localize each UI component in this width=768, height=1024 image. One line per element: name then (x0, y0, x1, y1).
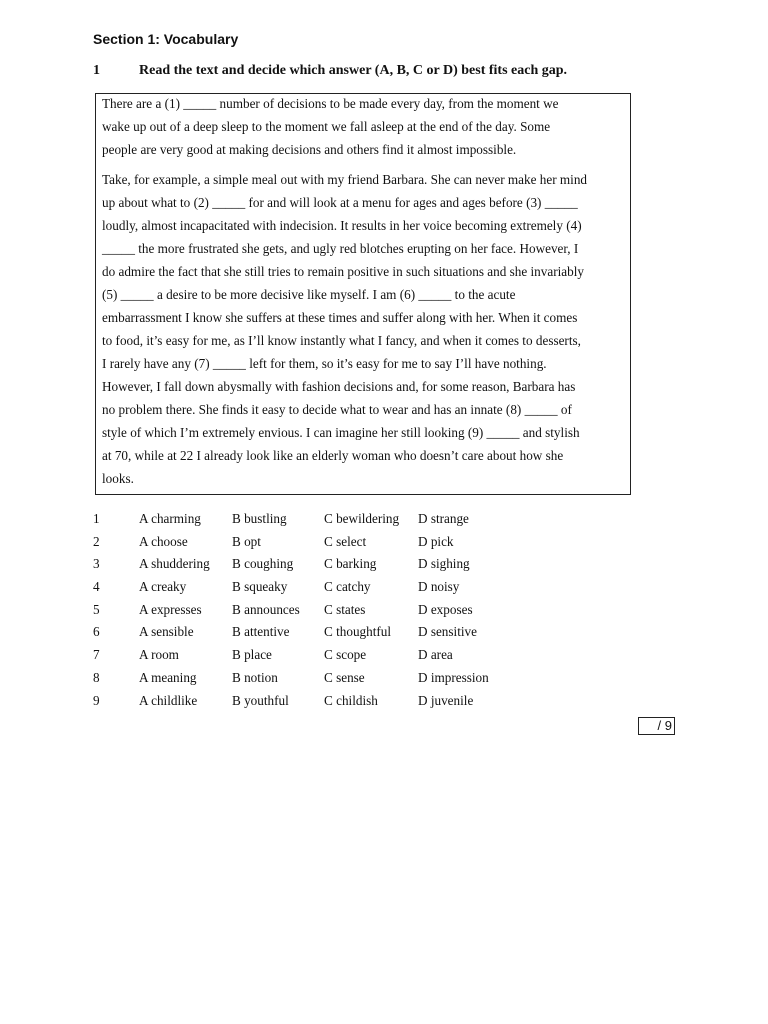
option-a: A choose (139, 533, 188, 549)
option-b: B coughing (232, 556, 294, 572)
option-number: 3 (93, 556, 100, 572)
option-d: D area (418, 647, 453, 663)
option-number: 8 (93, 669, 100, 685)
option-d: D noisy (418, 579, 460, 595)
passage-line: up about what to (2) _____ for and will look at a menu for ages and ages before (3) _____ (102, 195, 578, 210)
option-d: D sensitive (418, 624, 477, 640)
option-c: C scope (324, 647, 367, 663)
passage-line: no problem there. She finds it easy to decide what to wear and has an innate (8) _____ of (102, 402, 572, 417)
option-a: A room (139, 647, 179, 663)
passage-line: However, I fall down abysmally with fashion decisions and, for some reason, Barbara has (102, 379, 576, 394)
option-b: B place (232, 647, 272, 663)
option-row-4 (93, 579, 533, 602)
option-row-3 (93, 556, 533, 579)
option-row-1 (93, 511, 533, 534)
option-a: A childlike (139, 692, 198, 708)
score-box: / 9 (638, 717, 675, 735)
option-c: C childish (324, 692, 378, 708)
option-c: C bewildering (324, 511, 400, 526)
option-b: B youthful (232, 692, 289, 708)
passage-line: do admire the fact that she still tries to remain positive in such situations and she invariably (102, 264, 584, 279)
option-row-2 (93, 534, 533, 557)
option-b: B notion (232, 669, 278, 685)
option-number: 6 (93, 624, 100, 640)
passage-line: I rarely have any (7) _____ left for them, so it’s easy for me to say I’ll have nothing. (102, 356, 547, 371)
passage-line: wake up out of a deep sleep to the moment we fall asleep at the end of the day. Some (102, 119, 551, 134)
option-a: A expresses (139, 601, 202, 617)
passage-line: _____ the more frustrated she gets, and ugly red blotches erupting on her face. However, I (102, 241, 579, 256)
passage-box (95, 93, 631, 495)
option-row-7 (93, 647, 533, 670)
passage-line: embarrassment I know she suffers at these times and suffer along with her. When it comes (102, 310, 578, 325)
paragraph-gap (102, 164, 630, 171)
passage-line: loudly, almost incapacitated with indecision. It results in her voice becoming extremely (4) (102, 218, 582, 233)
option-c: C thoughtful (324, 624, 392, 640)
option-d: D strange (418, 511, 469, 526)
option-number: 1 (93, 511, 100, 526)
option-c: C barking (324, 556, 377, 572)
option-d: D impression (418, 669, 489, 685)
passage-line: style of which I’m extremely envious. I can imagine her still looking (9) _____ and stylish (102, 425, 580, 440)
option-a: A creaky (139, 579, 187, 595)
option-number: 7 (93, 647, 100, 663)
option-b: B squeaky (232, 579, 288, 595)
option-c: C states (324, 601, 366, 617)
option-row-9 (93, 693, 533, 716)
passage-line: (5) _____ a desire to be more decisive like myself. I am (6) _____ to the acute (102, 287, 516, 302)
section-title: Section 1: Vocabulary (93, 31, 239, 47)
option-row-5 (93, 602, 533, 625)
option-number: 2 (93, 533, 100, 549)
option-number: 4 (93, 579, 100, 595)
option-number: 9 (93, 692, 100, 708)
option-row-6 (93, 624, 533, 647)
option-d: D juvenile (418, 692, 474, 708)
option-number: 5 (93, 601, 100, 617)
passage-line: at 70, while at 22 I already look like an elderly woman who doesn’t care about how she (102, 448, 564, 463)
option-c: C sense (324, 669, 365, 685)
option-d: D sighing (418, 556, 470, 572)
option-b: B opt (232, 533, 261, 549)
option-b: B attentive (232, 624, 290, 640)
option-b: B announces (232, 601, 300, 617)
option-c: C select (324, 533, 367, 549)
option-b: B bustling (232, 511, 287, 526)
passage-line: to food, it’s easy for me, as I’ll know instantly what I fancy, and when it comes to desserts, (102, 333, 581, 348)
option-a: A meaning (139, 669, 197, 685)
option-a: A shuddering (139, 556, 210, 572)
option-c: C catchy (324, 579, 371, 595)
option-d: D exposes (418, 601, 473, 617)
option-d: D pick (418, 533, 454, 549)
question-instruction: Read the text and decide which answer (A, B, C or D) best fits each gap. (139, 63, 568, 78)
passage-line: There are a (1) _____ number of decisions to be made every day, from the moment we (102, 96, 559, 111)
option-row-8 (93, 670, 533, 693)
passage-line: Take, for example, a simple meal out with my friend Barbara. She can never make her mind (102, 172, 588, 187)
passage-line: looks. (102, 471, 134, 486)
answer-options (93, 511, 533, 715)
option-a: A sensible (139, 624, 194, 640)
option-a: A charming (139, 511, 201, 526)
question-number: 1 (93, 63, 100, 78)
passage-line: people are very good at making decisions and others find it almost impossible. (102, 142, 517, 157)
